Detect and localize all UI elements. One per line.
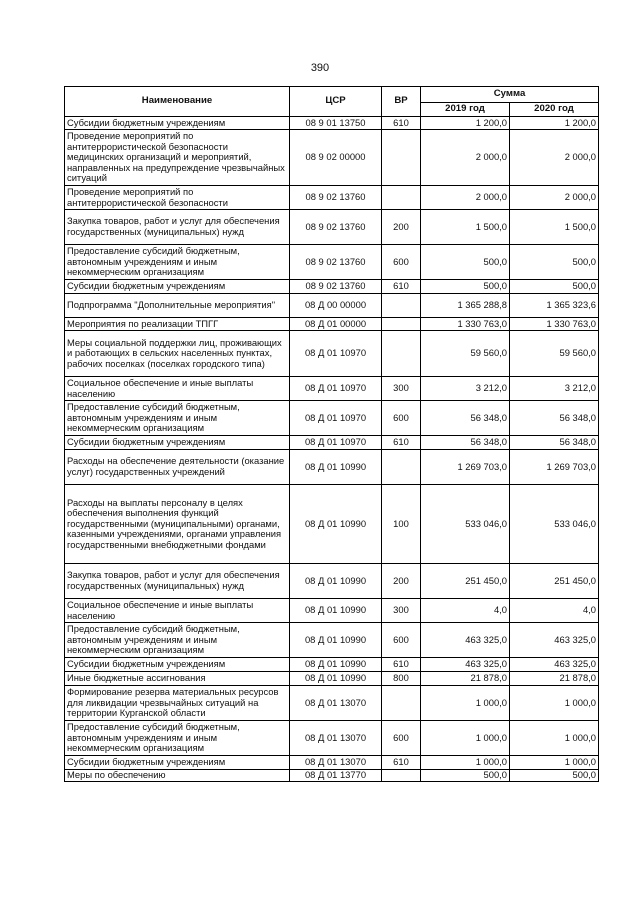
row-csr: 08 9 02 13760	[290, 210, 382, 245]
row-sum-2019: 59 560,0	[421, 331, 510, 377]
row-sum-2020: 56 348,0	[510, 401, 599, 436]
table-row	[65, 485, 599, 564]
row-sum-2020: 1 365 323,6	[510, 294, 599, 318]
table-row	[65, 756, 599, 770]
row-vr	[382, 770, 421, 782]
row-vr	[382, 130, 421, 186]
row-sum-2019: 1 200,0	[421, 117, 510, 130]
row-csr: 08 Д 01 13070	[290, 686, 382, 721]
row-vr: 610	[382, 117, 421, 130]
row-vr: 600	[382, 721, 421, 756]
table-row	[65, 436, 599, 450]
row-sum-2020: 2 000,0	[510, 130, 599, 186]
row-sum-2019: 1 330 763,0	[421, 318, 510, 331]
row-name: Субсидии бюджетным учреждениям	[65, 117, 290, 130]
row-name: Закупка товаров, работ и услуг для обеспечения государственных (муниципальных) нужд	[65, 210, 290, 245]
row-csr: 08 Д 00 00000	[290, 294, 382, 318]
row-name: Социальное обеспечение и иные выплаты населению	[65, 599, 290, 623]
table-row	[65, 186, 599, 210]
row-name: Предоставление субсидий бюджетным, автономным учреждениям и иным некоммерческим организациям	[65, 245, 290, 280]
row-sum-2020: 500,0	[510, 245, 599, 280]
table-row	[65, 318, 599, 331]
row-sum-2020: 533 046,0	[510, 485, 599, 564]
page-number: 390	[310, 62, 330, 74]
table-row	[65, 686, 599, 721]
row-sum-2019: 1 000,0	[421, 756, 510, 770]
table-row	[65, 623, 599, 658]
row-vr: 200	[382, 210, 421, 245]
row-name: Субсидии бюджетным учреждениям	[65, 436, 290, 450]
row-csr: 08 Д 01 10990	[290, 658, 382, 672]
row-name: Предоставление субсидий бюджетным, автономным учреждениям и иным некоммерческим организациям	[65, 401, 290, 436]
table-row	[65, 564, 599, 599]
row-csr: 08 Д 01 10990	[290, 672, 382, 686]
row-name: Субсидии бюджетным учреждениям	[65, 756, 290, 770]
row-csr: 08 Д 01 10970	[290, 436, 382, 450]
row-sum-2020: 500,0	[510, 770, 599, 782]
row-name: Иные бюджетные ассигнования	[65, 672, 290, 686]
row-name: Закупка товаров, работ и услуг для обеспечения государственных (муниципальных) нужд	[65, 564, 290, 599]
table-row	[65, 294, 599, 318]
row-sum-2019: 2 000,0	[421, 186, 510, 210]
row-vr	[382, 318, 421, 331]
row-name: Предоставление субсидий бюджетным, автономным учреждениям и иным некоммерческим организациям	[65, 623, 290, 658]
header-name: Наименование	[65, 87, 290, 117]
row-vr: 300	[382, 599, 421, 623]
row-csr: 08 Д 01 13770	[290, 770, 382, 782]
row-vr: 610	[382, 280, 421, 294]
row-vr	[382, 331, 421, 377]
row-sum-2020: 1 269 703,0	[510, 450, 599, 485]
row-csr: 08 9 02 13760	[290, 245, 382, 280]
row-sum-2020: 500,0	[510, 280, 599, 294]
row-sum-2019: 1 500,0	[421, 210, 510, 245]
table-row	[65, 450, 599, 485]
table-row	[65, 658, 599, 672]
row-name: Расходы на выплаты персоналу в целях обеспечения выполнения функций государственными (муниципальными) органами, казенными учреждениями, органами управления государственными внебюджетными фондами	[65, 485, 290, 564]
row-sum-2020: 21 878,0	[510, 672, 599, 686]
header-year-2020: 2020 год	[510, 103, 599, 117]
row-sum-2019: 4,0	[421, 599, 510, 623]
row-sum-2019: 2 000,0	[421, 130, 510, 186]
row-sum-2019: 56 348,0	[421, 401, 510, 436]
row-csr: 08 Д 01 10990	[290, 599, 382, 623]
table-row	[65, 672, 599, 686]
header-year-2019: 2019 год	[421, 103, 510, 117]
table-row	[65, 331, 599, 377]
row-csr: 08 9 02 00000	[290, 130, 382, 186]
header-vr: ВР	[382, 87, 421, 117]
row-name: Субсидии бюджетным учреждениям	[65, 658, 290, 672]
table-body	[65, 117, 599, 782]
budget-table	[64, 86, 599, 782]
row-vr: 600	[382, 245, 421, 280]
table-row	[65, 599, 599, 623]
table-row	[65, 280, 599, 294]
row-csr: 08 Д 01 10990	[290, 485, 382, 564]
row-csr: 08 Д 01 10990	[290, 450, 382, 485]
row-sum-2019: 21 878,0	[421, 672, 510, 686]
row-vr: 610	[382, 658, 421, 672]
row-name: Проведение мероприятий по антитеррористической безопасности	[65, 186, 290, 210]
row-name: Субсидии бюджетным учреждениям	[65, 280, 290, 294]
row-sum-2019: 463 325,0	[421, 658, 510, 672]
table-row	[65, 770, 599, 782]
table-row	[65, 377, 599, 401]
row-sum-2020: 1 000,0	[510, 756, 599, 770]
row-sum-2019: 1 000,0	[421, 686, 510, 721]
row-vr: 100	[382, 485, 421, 564]
row-sum-2020: 1 000,0	[510, 721, 599, 756]
table-header	[65, 87, 599, 117]
row-sum-2019: 533 046,0	[421, 485, 510, 564]
row-vr	[382, 686, 421, 721]
row-name: Мероприятия по реализации ТПГГ	[65, 318, 290, 331]
row-csr: 08 9 02 13760	[290, 280, 382, 294]
row-vr: 300	[382, 377, 421, 401]
table-row	[65, 117, 599, 130]
row-sum-2019: 500,0	[421, 245, 510, 280]
row-vr	[382, 294, 421, 318]
table-row	[65, 401, 599, 436]
row-sum-2019: 1 365 288,8	[421, 294, 510, 318]
row-sum-2019: 500,0	[421, 770, 510, 782]
row-csr: 08 Д 01 10970	[290, 401, 382, 436]
row-vr: 800	[382, 672, 421, 686]
row-name: Формирование резерва материальных ресурсов для ликвидации чрезвычайных ситуаций на территории Курганской области	[65, 686, 290, 721]
row-csr: 08 Д 01 00000	[290, 318, 382, 331]
row-csr: 08 Д 01 13070	[290, 756, 382, 770]
row-sum-2019: 3 212,0	[421, 377, 510, 401]
row-sum-2020: 463 325,0	[510, 658, 599, 672]
row-sum-2019: 463 325,0	[421, 623, 510, 658]
row-name: Проведение мероприятий по антитеррористической безопасности медицинских организаций и мероприятий, направленных на предупреждение чрезвычайных ситуаций	[65, 130, 290, 186]
row-csr: 08 Д 01 10990	[290, 623, 382, 658]
row-sum-2020: 4,0	[510, 599, 599, 623]
row-csr: 08 Д 01 13070	[290, 721, 382, 756]
row-vr: 610	[382, 436, 421, 450]
row-vr	[382, 186, 421, 210]
row-csr: 08 Д 01 10970	[290, 331, 382, 377]
row-name: Социальное обеспечение и иные выплаты населению	[65, 377, 290, 401]
row-vr	[382, 450, 421, 485]
row-csr: 08 Д 01 10990	[290, 564, 382, 599]
row-sum-2020: 463 325,0	[510, 623, 599, 658]
row-sum-2020: 1 000,0	[510, 686, 599, 721]
row-sum-2020: 3 212,0	[510, 377, 599, 401]
row-sum-2019: 1 269 703,0	[421, 450, 510, 485]
row-name: Предоставление субсидий бюджетным, автономным учреждениям и иным некоммерческим организациям	[65, 721, 290, 756]
row-sum-2019: 251 450,0	[421, 564, 510, 599]
row-sum-2019: 1 000,0	[421, 721, 510, 756]
row-sum-2020: 251 450,0	[510, 564, 599, 599]
row-csr: 08 Д 01 10970	[290, 377, 382, 401]
row-name: Меры социальной поддержки лиц, проживающих и работающих в сельских населенных пунктах, рабочих поселках (поселках городского типа)	[65, 331, 290, 377]
row-vr: 200	[382, 564, 421, 599]
table-row	[65, 245, 599, 280]
table-row	[65, 130, 599, 186]
row-sum-2020: 2 000,0	[510, 186, 599, 210]
row-sum-2019: 500,0	[421, 280, 510, 294]
row-sum-2020: 1 500,0	[510, 210, 599, 245]
row-name: Подпрограмма "Дополнительные мероприятия"	[65, 294, 290, 318]
row-sum-2019: 56 348,0	[421, 436, 510, 450]
row-sum-2020: 56 348,0	[510, 436, 599, 450]
row-csr: 08 9 01 13750	[290, 117, 382, 130]
row-sum-2020: 59 560,0	[510, 331, 599, 377]
row-name: Расходы на обеспечение деятельности (оказание услуг) государственных учреждений	[65, 450, 290, 485]
row-vr: 600	[382, 623, 421, 658]
row-vr: 600	[382, 401, 421, 436]
header-sum: Сумма	[421, 87, 599, 103]
table-row	[65, 210, 599, 245]
row-sum-2020: 1 330 763,0	[510, 318, 599, 331]
row-sum-2020: 1 200,0	[510, 117, 599, 130]
row-csr: 08 9 02 13760	[290, 186, 382, 210]
table-row	[65, 721, 599, 756]
row-vr: 610	[382, 756, 421, 770]
header-csr: ЦСР	[290, 87, 382, 117]
row-name: Меры по обеспечению	[65, 770, 290, 782]
